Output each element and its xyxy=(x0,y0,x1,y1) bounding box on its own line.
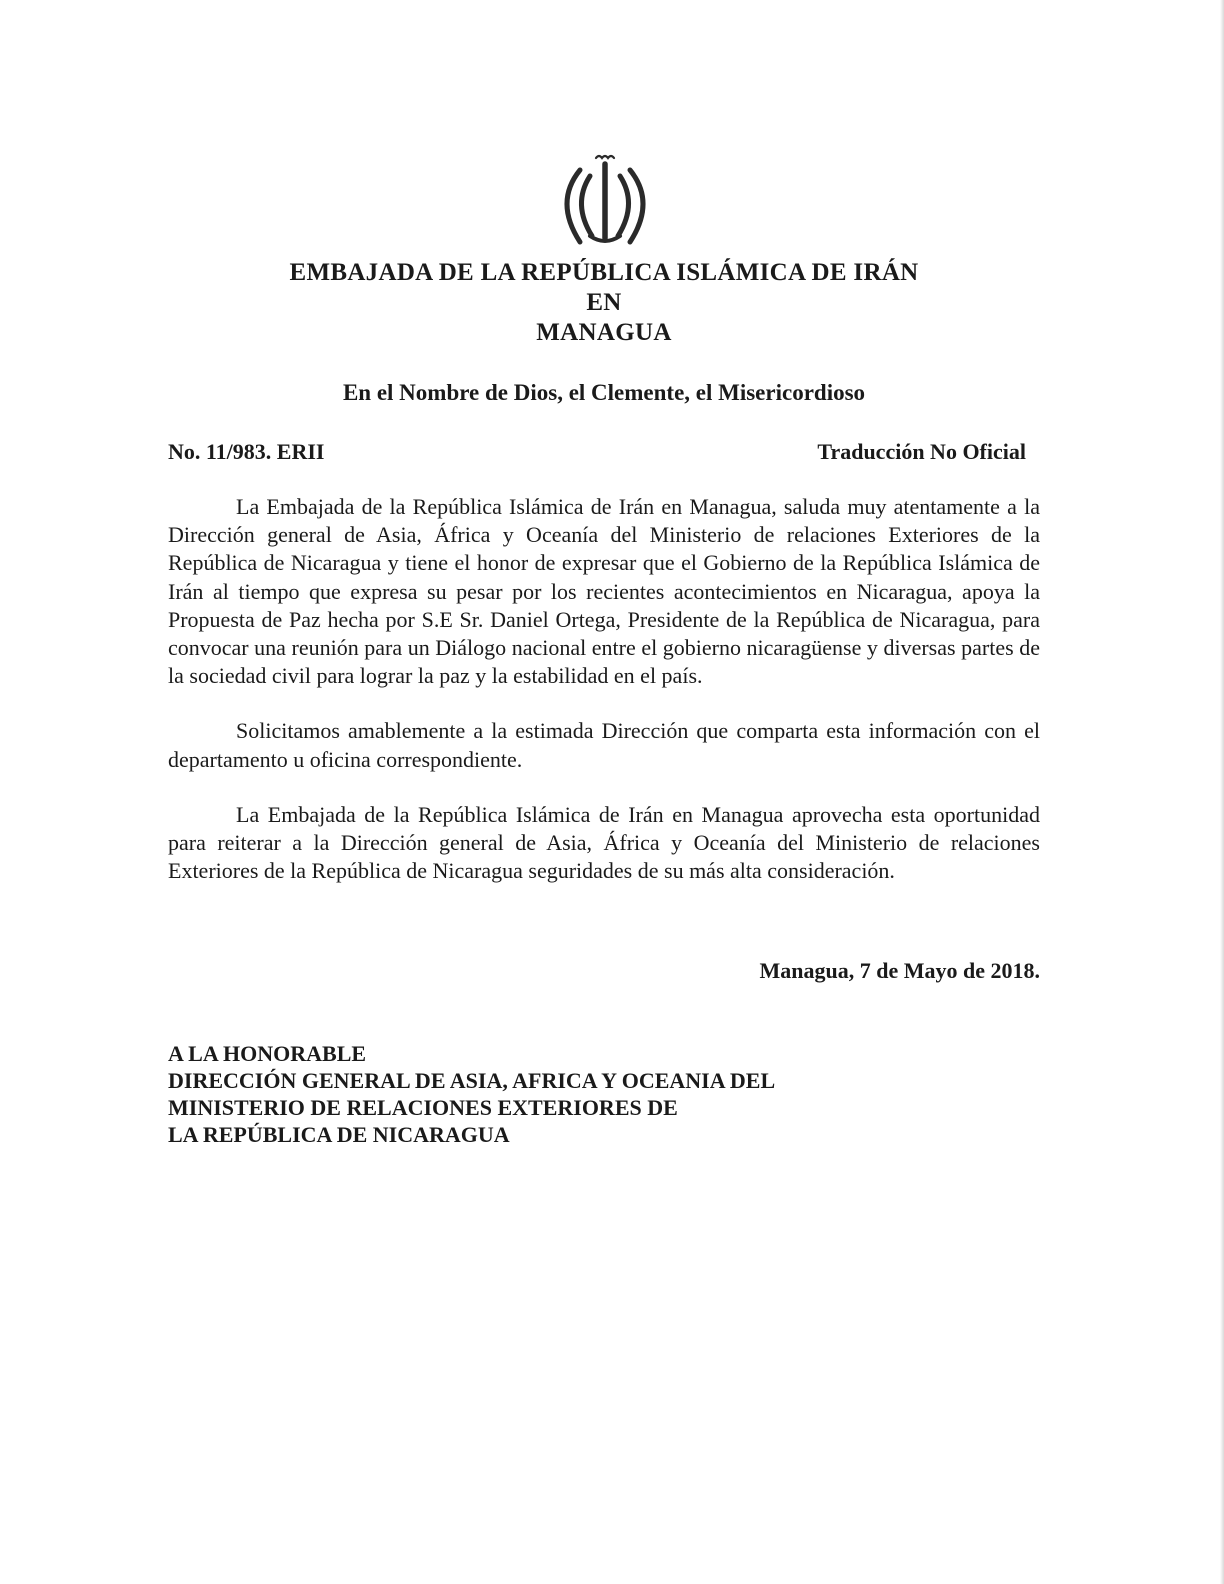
translation-note: Traducción No Oficial xyxy=(817,439,1026,464)
iran-emblem-icon xyxy=(550,150,660,250)
reference-line xyxy=(168,438,1026,466)
addressee-line-1: A LA HONORABLE xyxy=(168,1041,367,1066)
body-paragraph-2: Solicitamos amablemente a la estimada Dirección que comparta esta información con el departamento u oficina correspondiente. xyxy=(168,718,1040,772)
scan-edge xyxy=(1220,0,1224,1584)
letterhead xyxy=(204,258,1004,348)
body-paragraph-3: La Embajada de la República Islámica de Irán en Managua aprovecha esta oportunidad para reiterar a la Dirección general de Asia, África y Oceanía del Ministerio de relaciones Exteriores de la República de Nicaragua seguridades de su más alta consideración. xyxy=(168,801,1040,884)
letter-date: Managua, 7 de Mayo de 2018. xyxy=(759,958,1040,983)
addressee-line-3: MINISTERIO DE RELACIONES EXTERIORES DE xyxy=(168,1095,678,1120)
addressee-block xyxy=(168,1040,1028,1148)
letterhead-embassy-name: EMBAJADA DE LA REPÚBLICA ISLÁMICA DE IRÁN xyxy=(289,259,919,286)
addressee-line-2: DIRECCIÓN GENERAL DE ASIA, AFRICA Y OCEANIA DEL xyxy=(168,1068,776,1093)
addressee-line-4: LA REPÚBLICA DE NICARAGUA xyxy=(168,1122,510,1147)
invocation: En el Nombre de Dios, el Clemente, el Misericordioso xyxy=(342,380,866,405)
letter-body xyxy=(168,493,1040,912)
letterhead-city: MANAGUA xyxy=(536,319,672,346)
reference-number: No. 11/983. ERII xyxy=(168,439,325,464)
body-paragraph-1: La Embajada de la República Islámica de Irán en Managua, saluda muy atentamente a la Dirección general de Asia, África y Oceanía del Ministerio de relaciones Exteriores de la República de Nicaragua y tiene el honor de expresar que el Gobierno de la República Islámica de Irán al tiempo que expresa su pesar por los recientes acontecimientos en Nicaragua, apoya la Propuesta de Paz hecha por S.E Sr. Daniel Ortega, Presidente de la República de Nicaragua, para convocar una reunión para un Diálogo nacional entre el gobierno nicaragüense y diversas partes de la sociedad civil para lograr la paz y la estabilidad en el país. xyxy=(168,494,1040,689)
letterhead-en: EN xyxy=(586,289,622,316)
